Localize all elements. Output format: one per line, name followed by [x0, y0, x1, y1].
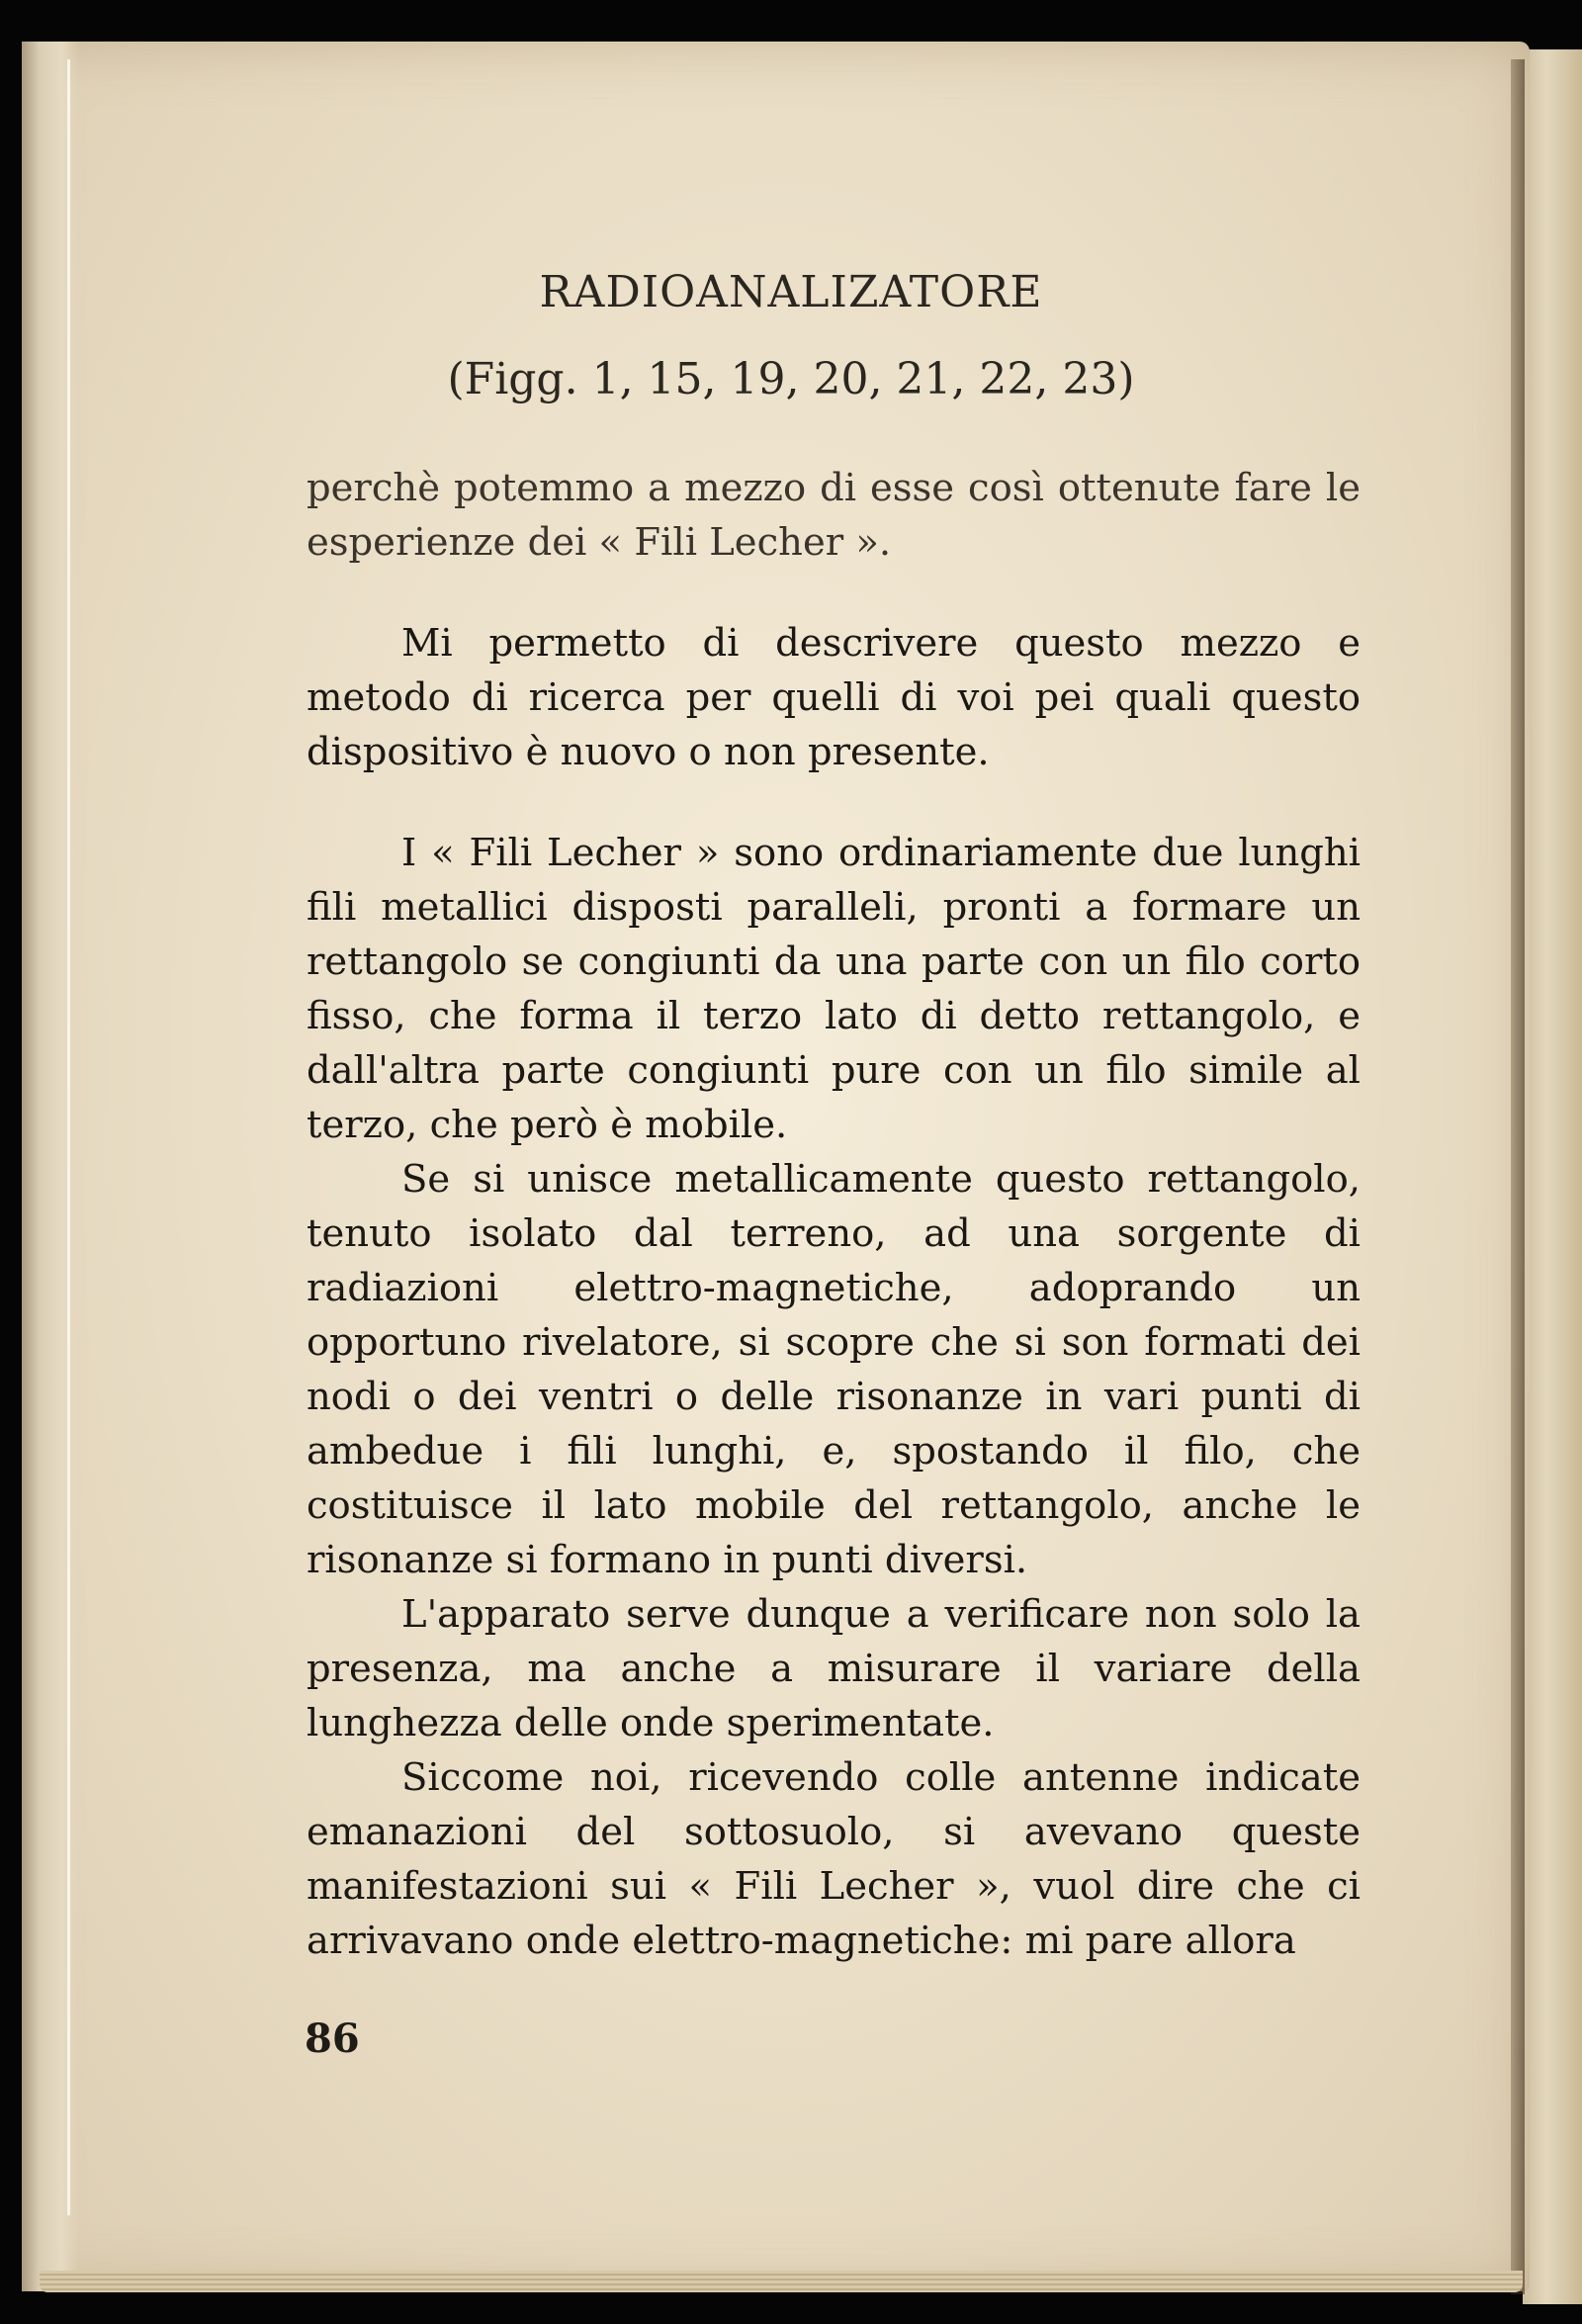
- page-number: 86: [305, 2015, 360, 2062]
- page-stack-edge: [40, 2271, 1523, 2292]
- chapter-title: RADIOANALIZATORE: [539, 267, 1043, 317]
- body-text: [307, 461, 1361, 1968]
- paragraph: I « Fili Lecher » sono ordinariamente due lunghi fili metallici disposti paralleli, pronti a formare un rettangolo se congiunti da una parte con un filo corto fisso, che forma il terzo lato di detto rettangolo, e dall'altra parte congiunti pure con un filo simile al terzo, che però è mobile.: [307, 831, 1361, 1147]
- paragraph: Siccome noi, ricevendo colle antenne indicate emanazioni del sottosuolo, si avevano queste manifestazioni sui « Fili Lecher », vuol dire che ci arrivavano onde elettro-magnetiche: mi pare allora: [307, 1755, 1361, 1963]
- paragraph: Se si unisce metallicamente questo rettangolo, tenuto isolato dal terreno, ad una sorgente di radiazioni elettro-magnetiche, adoprando un opportuno rivelatore, si scopre che si son formati dei nodi o dei ventri o delle risonanze in vari punti di ambedue i fili lunghi, e, spostando il filo, che costituisce il lato mobile del rettangolo, anche le risonanze si formano in punti diversi.: [307, 1157, 1361, 1582]
- figure-reference: (Figg. 1, 15, 19, 20, 21, 22, 23): [447, 354, 1135, 404]
- paragraph: perchè potemmo a mezzo di esse così ottenute fare le esperienze dei « Fili Lecher ».: [307, 466, 1361, 565]
- paragraph: Mi permetto di descrivere questo mezzo e metodo di ricerca per quelli di voi pei quali questo dispositivo è nuovo o non presente.: [307, 621, 1361, 774]
- paragraph: L'apparato serve dunque a verificare non solo la presenza, ma anche a misurare il variare della lunghezza delle onde sperimentate.: [307, 1592, 1361, 1745]
